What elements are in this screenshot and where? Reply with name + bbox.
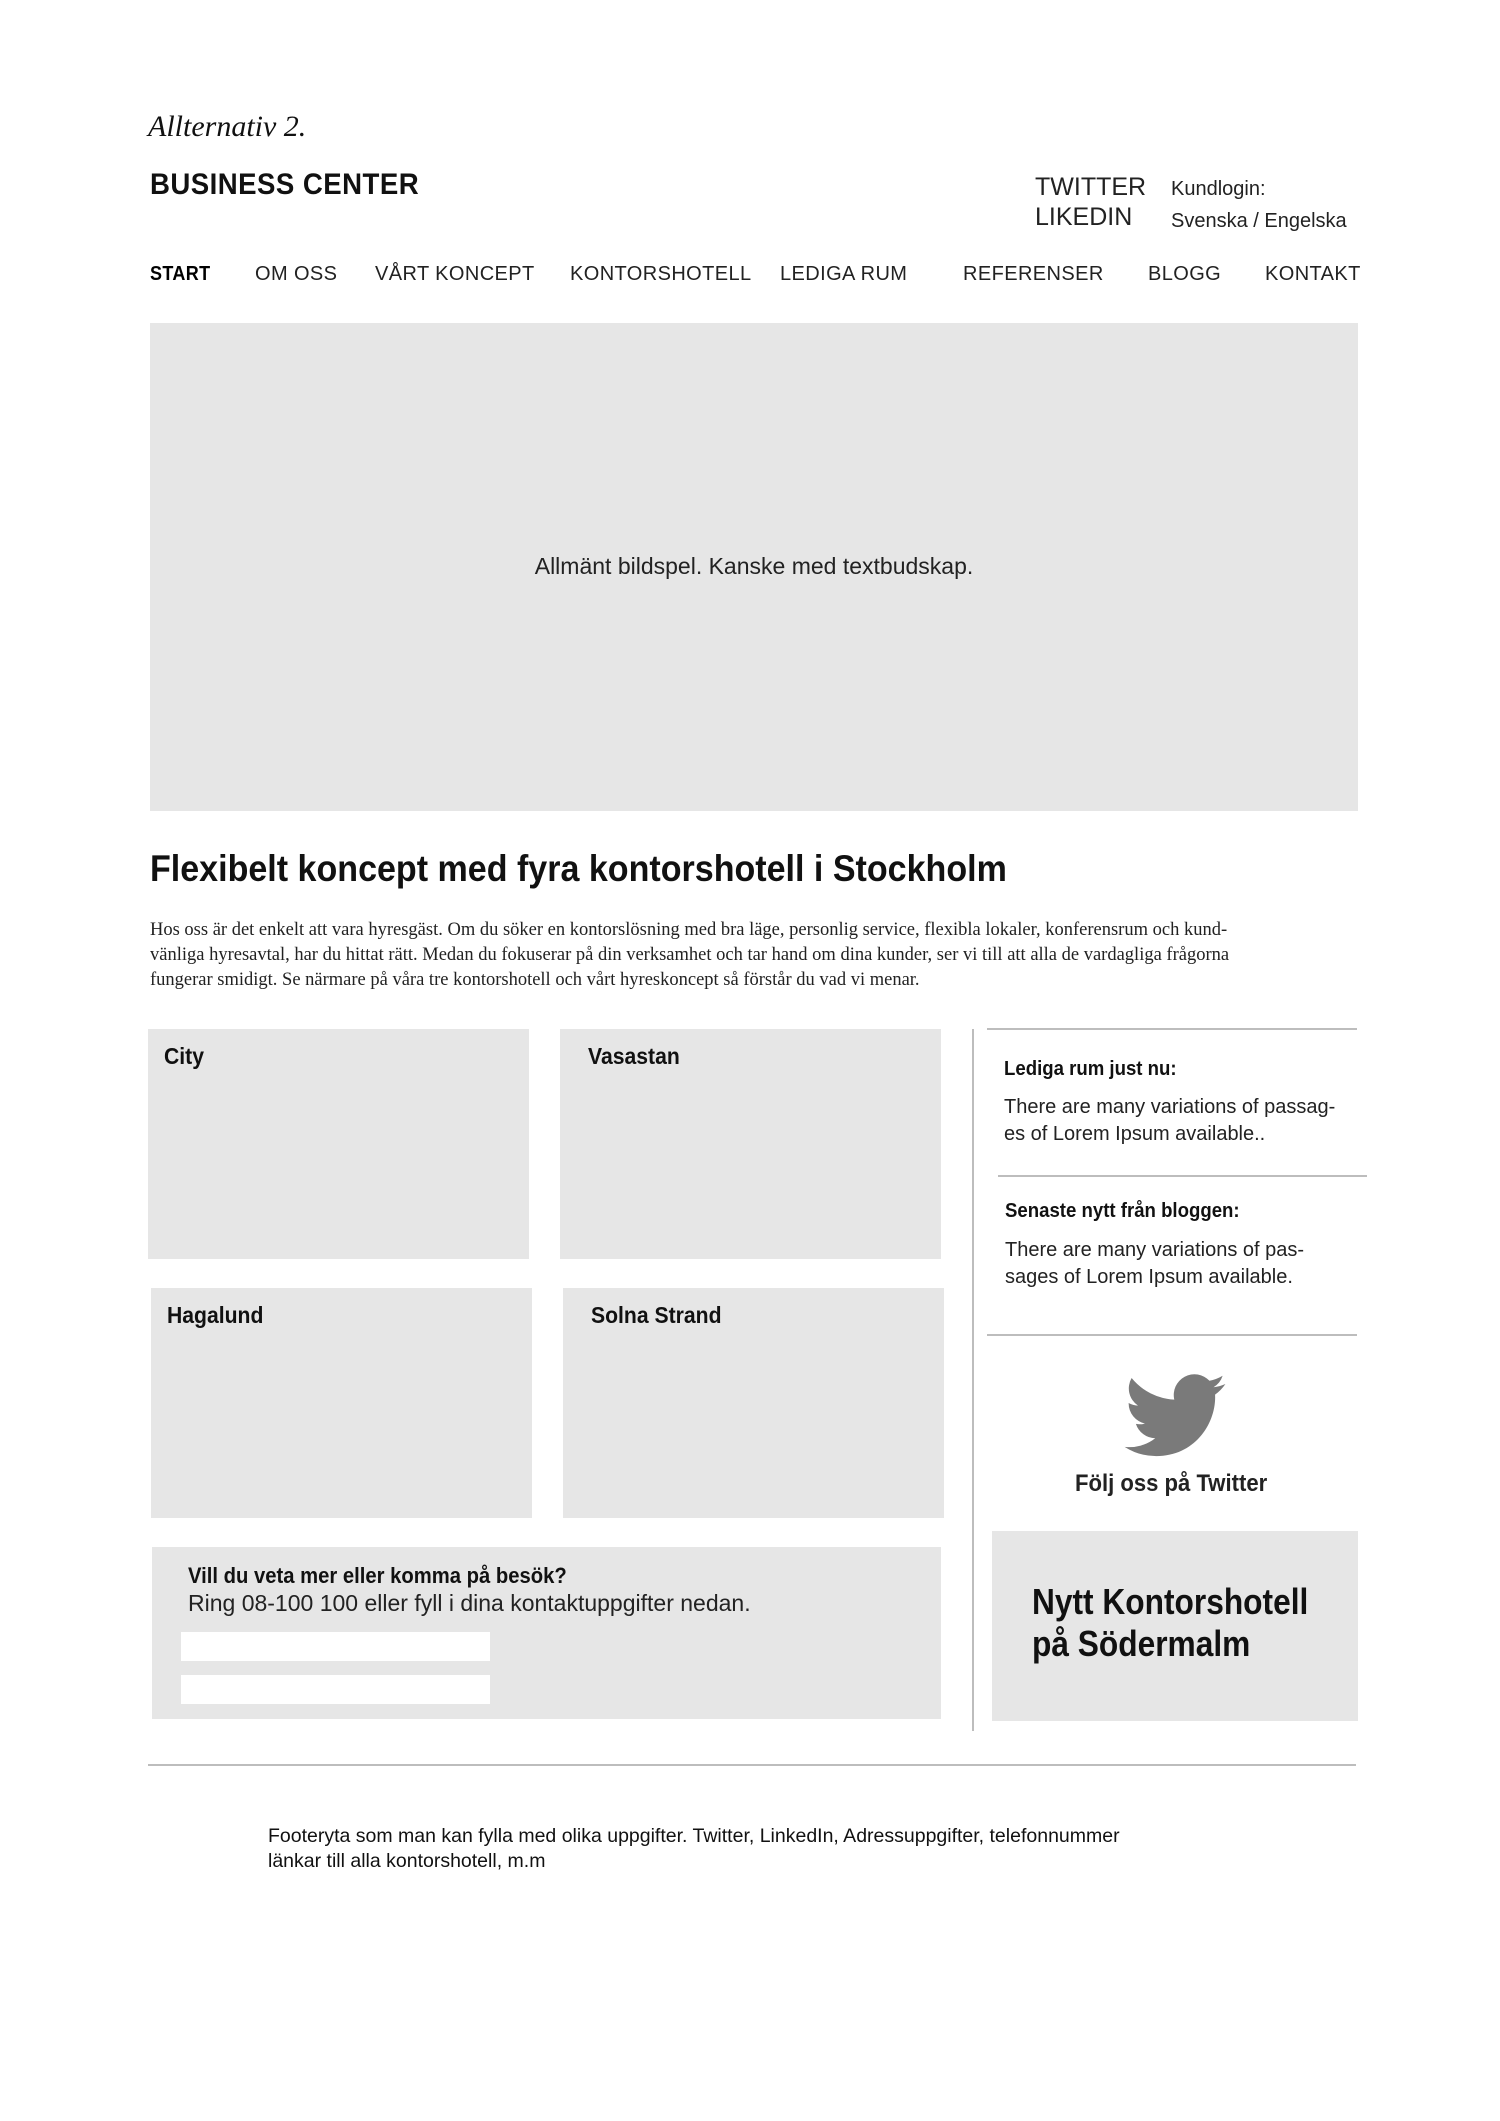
contact-text: Ring 08-100 100 eller fyll i dina kontaktuppgifter nedan. — [188, 1590, 751, 1616]
location-card-city[interactable] — [148, 1029, 529, 1259]
divider — [998, 1175, 1367, 1177]
blog-text[interactable] — [1005, 1237, 1304, 1291]
sidebar-divider — [972, 1029, 974, 1731]
nav-item-om-oss[interactable]: OM OSS — [255, 263, 338, 285]
text-line: sages of Lorem Ipsum available. — [1005, 1266, 1293, 1288]
promo-line: Nytt Kontorshotell — [1032, 1581, 1309, 1622]
follow-twitter-link[interactable]: Följ oss på Twitter — [1075, 1470, 1268, 1497]
location-title: Hagalund — [167, 1302, 264, 1328]
footer-line: Footeryta som man kan fylla med olika uppgifter. Twitter, LinkedIn, Adressuppgifter, telefonnummer — [268, 1825, 1120, 1847]
vacant-rooms-text[interactable] — [1004, 1094, 1335, 1148]
twitter-bird-icon[interactable] — [1124, 1374, 1226, 1458]
location-title: City — [164, 1043, 204, 1069]
slideshow-caption: Allmänt bildspel. Kanske med textbudskap. — [534, 553, 974, 579]
header-utility — [1171, 173, 1347, 237]
text-line: es of Lorem Ipsum available.. — [1004, 1123, 1266, 1145]
social-links — [1035, 172, 1146, 232]
contact-name-field[interactable] — [181, 1632, 490, 1661]
page-title: Flexibelt koncept med fyra kontorshotell i Stockholm — [150, 848, 1007, 889]
intro-line: Hos oss är det enkelt att vara hyresgäst. Om du söker en kontorslösning med bra läge, personlig service, flexibla lokaler, konferensrum och kund- — [150, 920, 1228, 940]
nav-item-blogg[interactable]: BLOGG — [1148, 263, 1222, 285]
divider — [987, 1334, 1357, 1336]
location-title: Solna Strand — [591, 1302, 722, 1328]
footer-line: länkar till alla kontorshotell, m.m — [268, 1850, 546, 1872]
contact-email-field[interactable] — [181, 1675, 490, 1704]
intro-line: vänliga hyresavtal, har du hittat rätt. Medan du fokuserar på din verksamhet och tar hand om dina kunder, ser vi till att alla de vardagliga frågorna — [150, 945, 1230, 965]
customer-login-link[interactable]: Kundlogin: — [1171, 178, 1266, 200]
blog-heading: Senaste nytt från bloggen: — [1005, 1200, 1240, 1222]
location-card-vasastan[interactable] — [560, 1029, 941, 1259]
language-switch[interactable]: Svenska / Engelska — [1171, 210, 1347, 232]
promo-text — [1032, 1581, 1308, 1665]
promo-line: på Södermalm — [1032, 1623, 1251, 1664]
nav-item-referenser[interactable]: REFERENSER — [963, 263, 1104, 285]
footer-text — [268, 1824, 1218, 1874]
variant-label: Allternativ 2. — [148, 110, 307, 143]
linkedin-link[interactable]: LIKEDIN — [1035, 203, 1133, 231]
nav-item-vart-koncept[interactable]: VÅRT KONCEPT — [375, 263, 535, 285]
intro-text — [150, 918, 1330, 993]
promo-new-office[interactable] — [992, 1531, 1358, 1721]
twitter-link[interactable]: TWITTER — [1035, 173, 1147, 201]
contact-heading: Vill du veta mer eller komma på besök? — [188, 1563, 567, 1588]
divider — [987, 1028, 1357, 1030]
nav-item-lediga-rum[interactable]: LEDIGA RUM — [780, 263, 908, 285]
main-nav — [150, 263, 1361, 293]
text-line: There are many variations of passag- — [1004, 1096, 1336, 1118]
location-title: Vasastan — [588, 1043, 680, 1069]
location-card-hagalund[interactable] — [151, 1288, 532, 1518]
brand-logo[interactable]: BUSINESS CENTER — [150, 168, 420, 201]
hero-slideshow[interactable] — [150, 323, 1358, 811]
intro-line: fungerar smidigt. Se närmare på våra tre kontorshotell och vårt hyreskoncept så förstår du vad vi menar. — [150, 970, 920, 990]
vacant-rooms-heading: Lediga rum just nu: — [1004, 1058, 1177, 1080]
location-card-solna-strand[interactable] — [563, 1288, 944, 1518]
text-line: There are many variations of pas- — [1005, 1239, 1305, 1261]
footer-divider — [148, 1764, 1356, 1766]
nav-item-start[interactable]: START — [150, 263, 211, 285]
nav-item-kontorshotell[interactable]: KONTORSHOTELL — [570, 263, 752, 285]
nav-item-kontakt[interactable]: KONTAKT — [1265, 263, 1361, 285]
